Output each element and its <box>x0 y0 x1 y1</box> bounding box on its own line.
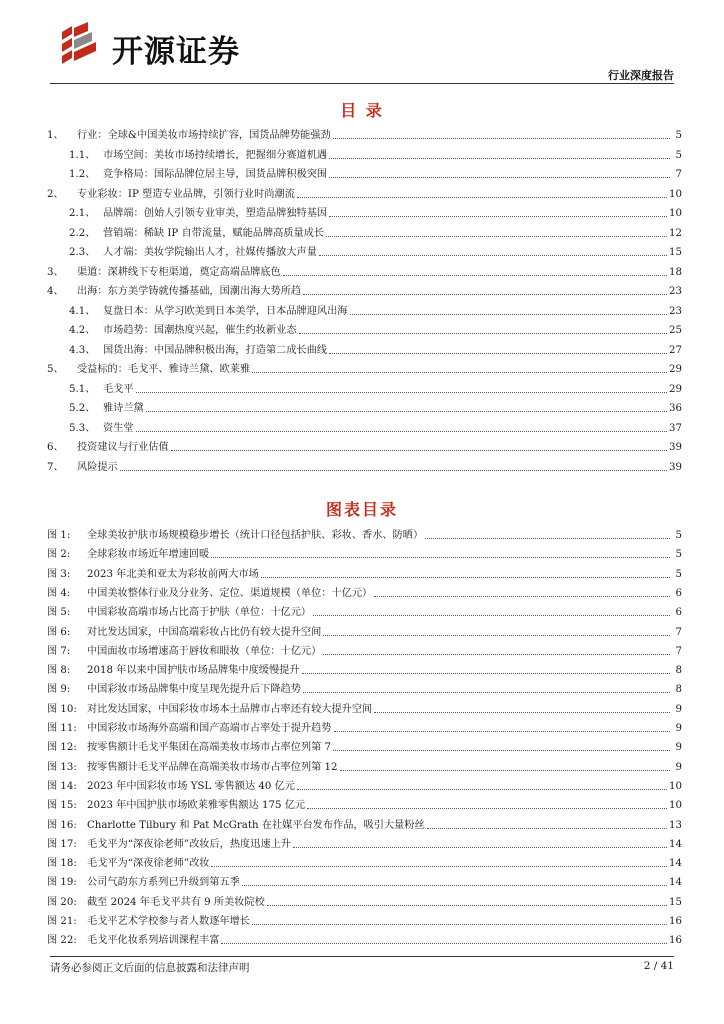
figure-entry-page: 9 <box>675 742 682 754</box>
dot-leader <box>136 392 667 393</box>
toc-entry-page: 27 <box>669 344 682 356</box>
dot-leader <box>340 770 670 771</box>
figure-entry-page: 5 <box>675 568 682 580</box>
figure-entry-page: 5 <box>675 549 682 561</box>
figure-entry-number: 图 1: <box>47 530 71 541</box>
figure-entry-number: 图 15: <box>47 800 77 812</box>
figure-entry[interactable] <box>47 760 682 774</box>
dot-leader <box>333 138 670 139</box>
figure-entry[interactable] <box>47 818 682 832</box>
dot-leader <box>334 731 671 732</box>
dot-leader <box>302 673 670 674</box>
figure-entry-page: 7 <box>675 645 682 657</box>
figure-entry[interactable] <box>47 547 682 561</box>
dot-leader <box>297 197 667 198</box>
dot-leader <box>242 885 667 886</box>
toc-entry-page: 7 <box>675 169 682 180</box>
figure-entry-number: 图 20: <box>47 896 77 908</box>
toc-entry-number: 1.1、 <box>69 149 96 161</box>
figure-entry-text: 毛戈平为“深夜徐老师”改妆 <box>87 858 210 870</box>
dot-leader <box>303 692 670 693</box>
figure-entry-number: 图 19: <box>47 877 77 889</box>
figure-entry[interactable] <box>47 528 682 542</box>
figure-entry-number: 图 6: <box>47 626 71 638</box>
dot-leader <box>329 353 667 354</box>
toc-entry-number: 3、 <box>47 266 64 278</box>
figure-entry-page: 6 <box>675 587 682 599</box>
toc-entry-text: 市场趋势：国潮热度兴起，催生约妆新业态 <box>103 325 297 336</box>
figure-entry-text: 按零售额计毛戈平集团在高端美妆市场市占率位列第 7 <box>87 742 332 754</box>
toc-entry[interactable] <box>47 343 682 357</box>
dot-leader <box>425 538 670 539</box>
figure-entry-page: 10 <box>669 780 682 792</box>
toc-entry-page: 23 <box>669 286 682 297</box>
figure-entry-number: 图 13: <box>47 761 77 773</box>
page-indicator: 2 / 41 <box>643 960 674 972</box>
brand-logo <box>58 22 288 70</box>
toc-entry[interactable] <box>47 460 682 474</box>
dot-leader <box>146 411 667 412</box>
figure-entry[interactable] <box>47 721 682 735</box>
figure-entry-number: 图 9: <box>47 684 71 696</box>
dot-leader <box>323 654 670 655</box>
toc-entry-text: 风险提示 <box>77 461 118 473</box>
figure-entry-page: 10 <box>669 800 682 812</box>
toc-entry-number: 4、 <box>47 286 64 297</box>
figure-entry[interactable] <box>47 605 682 619</box>
dot-leader <box>374 596 670 597</box>
dot-leader <box>211 866 667 867</box>
dot-leader <box>297 789 667 790</box>
toc-entry-number: 6、 <box>47 442 64 453</box>
toc-entry-text: 竞争格局：国际品牌位居主导，国货品牌积极突围 <box>103 169 328 180</box>
figure-entry-text: 全球彩妆市场近年增速回暖 <box>87 549 210 561</box>
dot-leader <box>120 470 667 471</box>
figure-entry-number: 图 8: <box>47 665 71 677</box>
figure-entry-page: 8 <box>675 684 682 696</box>
figure-entry[interactable] <box>47 740 682 754</box>
figure-entry[interactable] <box>47 663 682 677</box>
toc-entry-number: 2.3、 <box>69 247 96 258</box>
figure-entry-text: 毛戈平为“深夜徐老师”改妆后，热度迅速上升 <box>87 838 291 850</box>
dot-leader <box>136 431 667 432</box>
toc-entry-text: 营销端：稀缺 IP 自带流量，赋能品牌高质量成长 <box>103 227 325 239</box>
figure-entry-page: 14 <box>669 858 682 870</box>
toc-entry-page: 29 <box>669 383 682 395</box>
figure-entry-page: 13 <box>669 819 682 831</box>
toc-entry-text: 资生堂 <box>103 422 134 434</box>
toc-entry-number: 4.1、 <box>69 305 96 317</box>
figure-entry-text: 对比发达国家，中国高端彩妆占比仍有较大提升空间 <box>87 626 322 638</box>
dot-leader <box>252 372 667 373</box>
figure-entry-number: 图 10: <box>47 703 77 715</box>
toc-entry[interactable] <box>47 167 682 181</box>
figure-entry-number: 图 11: <box>47 723 77 734</box>
toc-entry-text: 专业彩妆：IP 塑造专业品牌，引领行业时尚潮流 <box>77 188 295 200</box>
toc-entry-text: 国货出海：中国品牌积极出海，打造第二成长曲线 <box>103 344 328 356</box>
figure-entry-text: 2018 年以来中国护肤市场品牌集中度缓慢提升 <box>87 665 300 677</box>
figure-entry-text: 中国面妆市场增速高于唇妆和眼妆（单位：十亿元） <box>87 645 322 657</box>
toc-entry-page: 23 <box>669 305 682 317</box>
toc-entry[interactable] <box>47 362 682 376</box>
dot-leader <box>323 635 670 636</box>
figure-entry-number: 图 17: <box>47 838 77 850</box>
toc-entry-page: 39 <box>669 442 682 453</box>
figure-entry-number: 图 21: <box>47 916 77 927</box>
figure-entry-text: Charlotte Tilbury 和 Pat McGrath 在社媒平台发布作品，吸引大量粉丝 <box>87 819 425 831</box>
figure-entry-number: 图 7: <box>47 645 71 657</box>
toc-entry-page: 10 <box>669 188 682 200</box>
figure-entry[interactable] <box>47 779 682 793</box>
toc-entry-page: 18 <box>669 266 682 278</box>
toc-entry[interactable] <box>47 284 682 298</box>
toc-entry[interactable] <box>47 206 682 220</box>
figure-entry[interactable] <box>47 914 682 928</box>
figure-entry-number: 图 14: <box>47 780 77 792</box>
toc-entry-page: 39 <box>669 461 682 473</box>
toc-entry[interactable] <box>47 245 682 259</box>
figure-entry-number: 图 4: <box>47 587 71 599</box>
toc-entry[interactable] <box>47 304 682 318</box>
report-type-label: 行业深度报告 <box>608 69 674 82</box>
figure-entry-page: 7 <box>675 626 682 638</box>
toc-entry-number: 5、 <box>47 364 64 375</box>
toc-entry-page: 37 <box>669 422 682 434</box>
figure-entry[interactable] <box>47 875 682 889</box>
footer-disclaimer: 请务必参阅正文后面的信息披露和法律声明 <box>50 962 250 974</box>
figure-entry-text: 对比发达国家，中国彩妆市场本土品牌市占率还有较大提升空间 <box>87 703 373 715</box>
figure-entry-page: 6 <box>675 607 682 619</box>
dot-leader <box>374 712 670 713</box>
figure-entry-number: 图 22: <box>47 935 77 947</box>
dot-leader <box>329 177 670 178</box>
toc-entry-text: 市场空间：美妆市场持续增长，把握细分赛道机遇 <box>103 149 328 161</box>
figure-entry[interactable] <box>47 682 682 696</box>
figure-entry-text: 2023 年北美和亚太为彩妆前两大市场 <box>87 568 259 580</box>
toc-entry-number: 1、 <box>47 130 64 141</box>
toc-entry-page: 29 <box>669 364 682 375</box>
toc-entry-text: 毛戈平 <box>103 383 134 395</box>
figure-entry[interactable] <box>47 586 682 600</box>
figure-entry-text: 2023 年中国护肤市场欧莱雅零售额达 175 亿元 <box>87 800 306 812</box>
figure-entry-number: 图 18: <box>47 858 77 870</box>
figure-entry-page: 14 <box>669 877 682 889</box>
figure-entry[interactable] <box>47 644 682 658</box>
toc-entry-number: 4.3、 <box>69 344 96 356</box>
dot-leader <box>267 905 667 906</box>
toc-entry-number: 5.2、 <box>69 403 96 414</box>
toc-entry-text: 复盘日本：从学习欧美到日本美学，日本品牌迎风出海 <box>103 305 348 317</box>
toc-entry-text: 受益标的：毛戈平、雅诗兰黛、欧莱雅 <box>77 364 251 375</box>
figure-entry-number: 图 2: <box>47 549 71 561</box>
toc-entry[interactable] <box>47 401 682 415</box>
dot-leader <box>283 275 667 276</box>
toc-entry-page: 15 <box>669 247 682 258</box>
toc-entry-page: 25 <box>669 325 682 336</box>
toc-entry-text: 行业：全球&中国美妆市场持续扩容，国货品牌势能强劲 <box>77 130 331 141</box>
dot-leader <box>329 216 667 217</box>
toc-entry[interactable] <box>47 382 682 396</box>
figure-entry-page: 16 <box>669 935 682 947</box>
brand-name: 开源证券 <box>112 34 240 70</box>
figure-entry[interactable] <box>47 625 682 639</box>
toc-entry-number: 2.2、 <box>69 227 96 239</box>
figure-entry-number: 图 3: <box>47 568 71 580</box>
figure-entry-text: 毛戈平化妆系列培训课程丰富 <box>87 935 220 947</box>
figure-entry-text: 毛戈平艺术学校参与者人数逐年增长 <box>87 916 250 927</box>
dot-leader <box>299 333 667 334</box>
brand-logo-icon <box>58 22 108 66</box>
toc-entry-number: 1.2、 <box>69 169 96 180</box>
dot-leader <box>307 808 667 809</box>
toc-entry-page: 36 <box>669 403 682 414</box>
toc-entry-page: 12 <box>669 227 682 239</box>
figure-entry-text: 截至 2024 年毛戈平共有 9 所美妆院校 <box>87 896 265 908</box>
figure-entry-text: 中国彩妆市场品牌集中度呈现先提升后下降趋势 <box>87 684 301 696</box>
figure-entry-page: 15 <box>669 896 682 908</box>
dot-leader <box>427 828 667 829</box>
dot-leader <box>303 294 667 295</box>
figure-entry-text: 2023 年中国彩妆市场 YSL 零售额达 40 亿元 <box>87 780 295 792</box>
toc-entry[interactable] <box>47 148 682 162</box>
toc-entry-number: 5.3、 <box>69 422 96 434</box>
figure-entry-page: 16 <box>669 916 682 927</box>
figure-entry-page: 5 <box>675 530 682 541</box>
dot-leader <box>252 924 667 925</box>
figure-entry-text: 公司气韵东方系列已升级到第五季 <box>87 877 240 889</box>
toc-title: 目 录 <box>340 101 384 120</box>
figure-entry-number: 图 16: <box>47 819 77 831</box>
dot-leader <box>329 158 670 159</box>
toc-entry-number: 5.1、 <box>69 383 96 395</box>
dot-leader <box>333 750 670 751</box>
dot-leader <box>319 255 667 256</box>
dot-leader <box>211 557 670 558</box>
figure-entry-text: 按零售额计毛戈平品牌在高端美妆市场市占率位列第 12 <box>87 761 338 773</box>
toc-entry[interactable] <box>47 421 682 435</box>
header-divider <box>50 83 674 84</box>
figure-entry[interactable] <box>47 856 682 870</box>
toc-entry[interactable] <box>47 440 682 454</box>
figure-entry-page: 14 <box>669 838 682 850</box>
toc-entry[interactable] <box>47 323 682 337</box>
dot-leader <box>171 450 667 451</box>
toc-entry-number: 2、 <box>47 188 64 200</box>
toc-entry-number: 2.1、 <box>69 208 96 219</box>
toc-entry[interactable] <box>47 187 682 201</box>
figure-entry-text: 中国美妆整体行业及分业务、定位、渠道规模（单位：十亿元） <box>87 587 373 599</box>
figure-entry[interactable] <box>47 837 682 851</box>
figure-entry[interactable] <box>47 567 682 581</box>
toc-entry[interactable] <box>47 226 682 240</box>
figure-entry-text: 全球美妆护肤市场规模稳步增长（统计口径包括护肤、彩妆、香水、防晒） <box>87 530 424 541</box>
figure-entry-number: 图 12: <box>47 742 77 754</box>
dot-leader <box>293 847 667 848</box>
toc-entry[interactable] <box>47 128 682 142</box>
dot-leader <box>350 314 668 315</box>
dot-leader <box>261 577 670 578</box>
figure-entry[interactable] <box>47 702 682 716</box>
toc-entry-text: 出海：东方美学铸就传播基础，国潮出海大势所趋 <box>77 286 302 297</box>
toc-entry-number: 4.2、 <box>69 325 96 336</box>
toc-entry-text: 人才端：美妆学院输出人才，社媒传播放大声量 <box>103 247 317 258</box>
figure-entry-text: 中国彩妆市场海外高端和国产高端市占率处于提升趋势 <box>87 723 332 734</box>
toc-entry-text: 投资建议与行业估值 <box>77 442 169 453</box>
figure-entry[interactable] <box>47 798 682 812</box>
figure-entry[interactable] <box>47 895 682 909</box>
figure-entry-text: 中国彩妆高端市场占比高于护肤（单位：十亿元） <box>87 607 312 619</box>
figure-entry-page: 9 <box>675 703 682 715</box>
figure-entry-number: 图 5: <box>47 607 71 619</box>
toc-entry[interactable] <box>47 265 682 279</box>
dot-leader <box>221 943 667 944</box>
dot-leader <box>326 236 667 237</box>
toc-entry-page: 10 <box>669 208 682 219</box>
dot-leader <box>313 615 670 616</box>
toc-entry-page: 5 <box>675 130 682 141</box>
footer-divider <box>50 956 674 957</box>
figures-title: 图表目录 <box>325 500 398 519</box>
figure-entry-page: 8 <box>675 665 682 677</box>
figure-entry[interactable] <box>47 933 682 947</box>
figure-entry-page: 9 <box>675 761 682 773</box>
toc-entry-text: 雅诗兰黛 <box>103 403 144 414</box>
toc-entry-number: 7、 <box>47 461 64 473</box>
toc-entry-page: 5 <box>675 149 682 161</box>
figure-entry-page: 9 <box>675 723 682 734</box>
toc-entry-text: 渠道：深耕线下专柜渠道，奠定高端品牌底色 <box>77 266 281 278</box>
toc-entry-text: 品牌端：创始人引领专业审美，塑造品牌独特基因 <box>103 208 328 219</box>
